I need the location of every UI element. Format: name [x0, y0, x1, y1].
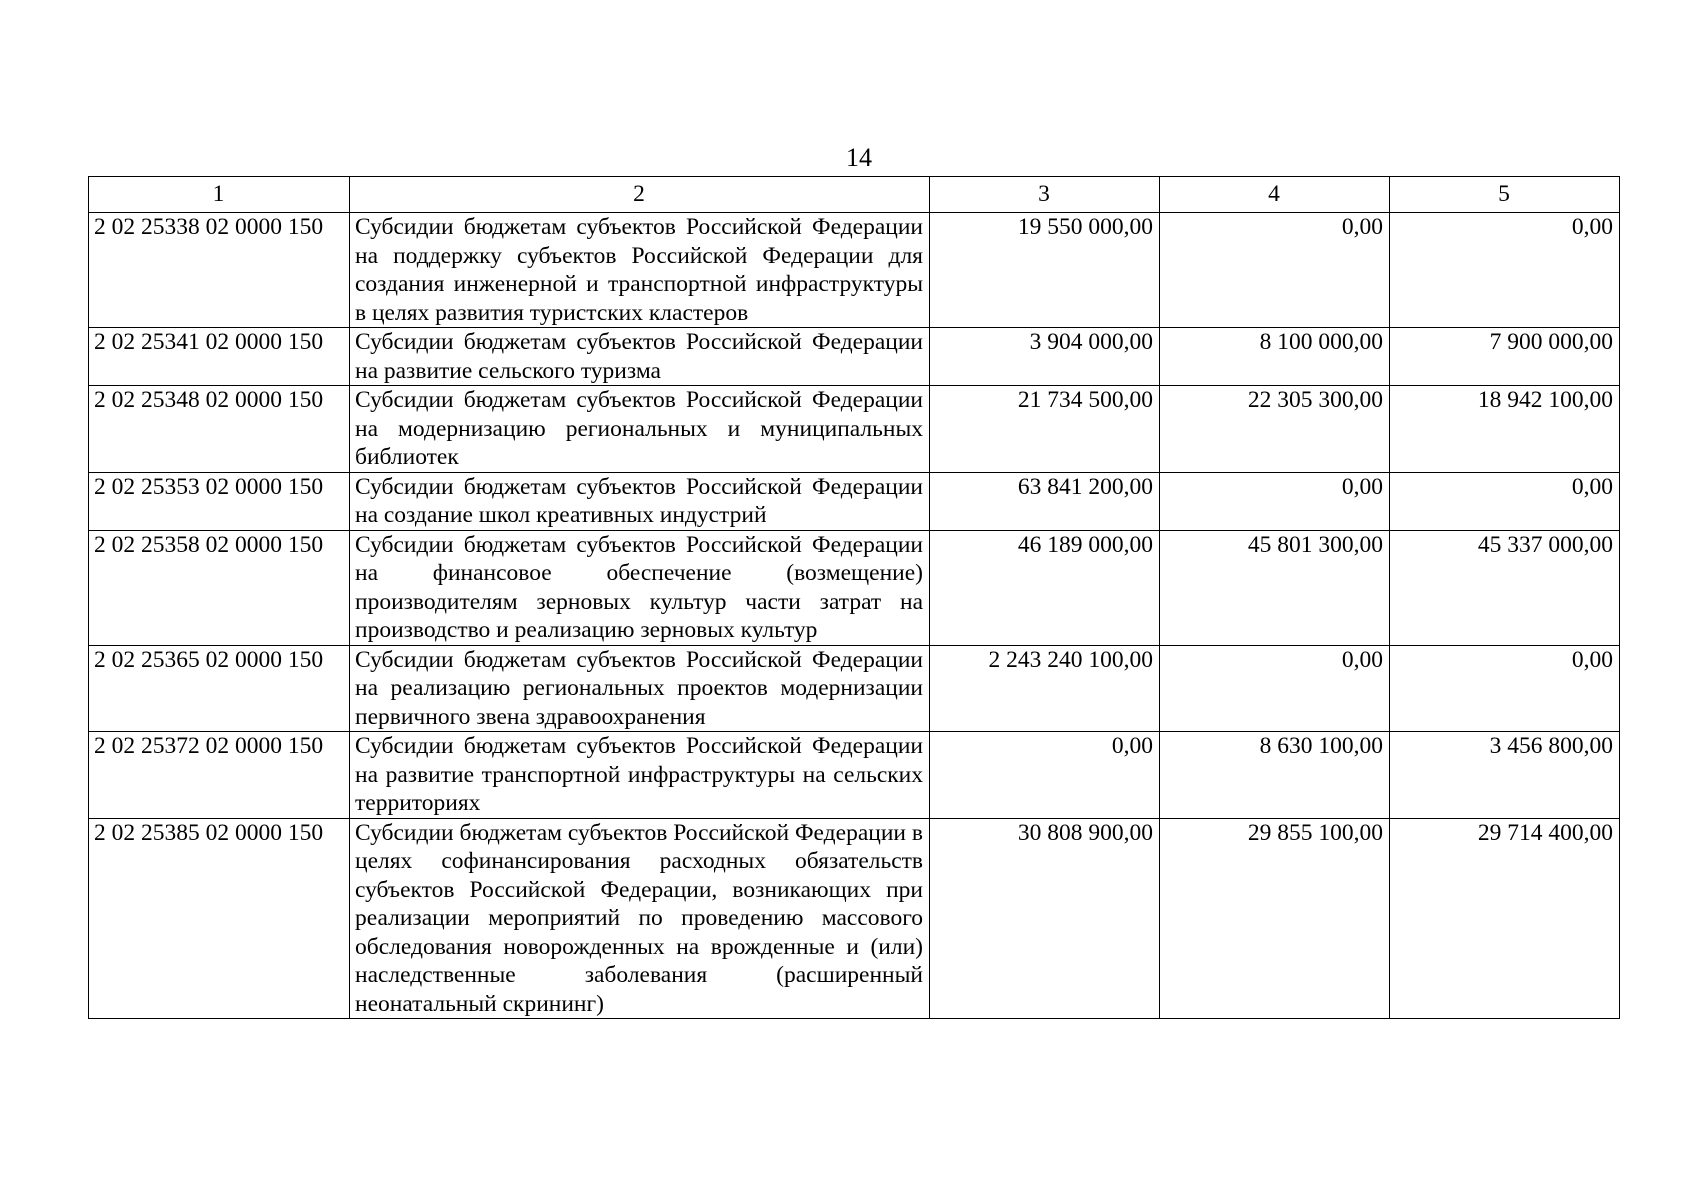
amount-col3-cell: 30 808 900,00 — [930, 818, 1160, 1019]
budget-code-cell: 2 02 25372 02 0000 150 — [89, 732, 350, 819]
table-row — [89, 732, 1620, 819]
budget-code-cell: 2 02 25353 02 0000 150 — [89, 472, 350, 530]
column-header-4: 4 — [1160, 177, 1390, 213]
description-cell: Субсидии бюджетам субъектов Российской Федерации на развитие сельского туризма — [350, 328, 930, 386]
description-cell: Субсидии бюджетам субъектов Российской Федерации на реализацию региональных проектов модернизации первичного звена здравоохранения — [350, 645, 930, 732]
budget-table — [88, 176, 1620, 1019]
description-cell: Субсидии бюджетам субъектов Российской Федерации в целях софинансирования расходных обязательств субъектов Российской Федерации, возникающих при реализации мероприятий по проведению массового обследования новорожденных на врожденные и (или) наследственные заболевания (расширенный неонатальный скрининг) — [350, 818, 930, 1019]
amount-col4-cell: 29 855 100,00 — [1160, 818, 1390, 1019]
amount-col5-cell: 7 900 000,00 — [1390, 328, 1620, 386]
amount-col5-cell: 45 337 000,00 — [1390, 530, 1620, 645]
budget-code-cell: 2 02 25341 02 0000 150 — [89, 328, 350, 386]
budget-code-cell: 2 02 25338 02 0000 150 — [89, 213, 350, 328]
amount-col5-cell: 29 714 400,00 — [1390, 818, 1620, 1019]
description-cell: Субсидии бюджетам субъектов Российской Федерации на развитие транспортной инфраструктуры на сельских территориях — [350, 732, 930, 819]
amount-col4-cell: 0,00 — [1160, 645, 1390, 732]
amount-col4-cell: 45 801 300,00 — [1160, 530, 1390, 645]
amount-col3-cell: 19 550 000,00 — [930, 213, 1160, 328]
amount-col3-cell: 21 734 500,00 — [930, 386, 1160, 473]
amount-col3-cell: 46 189 000,00 — [930, 530, 1160, 645]
description-cell: Субсидии бюджетам субъектов Российской Федерации на модернизацию региональных и муниципальных библиотек — [350, 386, 930, 473]
table-row — [89, 386, 1620, 473]
budget-code-cell: 2 02 25385 02 0000 150 — [89, 818, 350, 1019]
description-cell: Субсидии бюджетам субъектов Российской Федерации на создание школ креативных индустрий — [350, 472, 930, 530]
page-number: 14 — [846, 143, 872, 172]
description-cell: Субсидии бюджетам субъектов Российской Федерации на поддержку субъектов Российской Федерации для создания инженерной и транспортной инфраструктуры в целях развития туристских кластеров — [350, 213, 930, 328]
amount-col4-cell: 8 100 000,00 — [1160, 328, 1390, 386]
amount-col3-cell: 0,00 — [930, 732, 1160, 819]
table-header-row — [89, 177, 1620, 213]
amount-col4-cell: 22 305 300,00 — [1160, 386, 1390, 473]
amount-col3-cell: 63 841 200,00 — [930, 472, 1160, 530]
budget-code-cell: 2 02 25365 02 0000 150 — [89, 645, 350, 732]
description-cell: Субсидии бюджетам субъектов Российской Федерации на финансовое обеспечение (возмещение) производителям зерновых культур части затрат на производство и реализацию зерновых культур — [350, 530, 930, 645]
column-header-1: 1 — [89, 177, 350, 213]
amount-col5-cell: 18 942 100,00 — [1390, 386, 1620, 473]
amount-col4-cell: 0,00 — [1160, 472, 1390, 530]
amount-col3-cell: 3 904 000,00 — [930, 328, 1160, 386]
amount-col5-cell: 3 456 800,00 — [1390, 732, 1620, 819]
budget-code-cell: 2 02 25348 02 0000 150 — [89, 386, 350, 473]
amount-col4-cell: 8 630 100,00 — [1160, 732, 1390, 819]
table-row — [89, 328, 1620, 386]
column-header-3: 3 — [930, 177, 1160, 213]
table-row — [89, 530, 1620, 645]
table-row — [89, 818, 1620, 1019]
column-header-2: 2 — [350, 177, 930, 213]
table-row — [89, 645, 1620, 732]
amount-col4-cell: 0,00 — [1160, 213, 1390, 328]
amount-col5-cell: 0,00 — [1390, 645, 1620, 732]
amount-col5-cell: 0,00 — [1390, 472, 1620, 530]
amount-col5-cell: 0,00 — [1390, 213, 1620, 328]
amount-col3-cell: 2 243 240 100,00 — [930, 645, 1160, 732]
column-header-5: 5 — [1390, 177, 1620, 213]
budget-code-cell: 2 02 25358 02 0000 150 — [89, 530, 350, 645]
table-row — [89, 213, 1620, 328]
table-row — [89, 472, 1620, 530]
